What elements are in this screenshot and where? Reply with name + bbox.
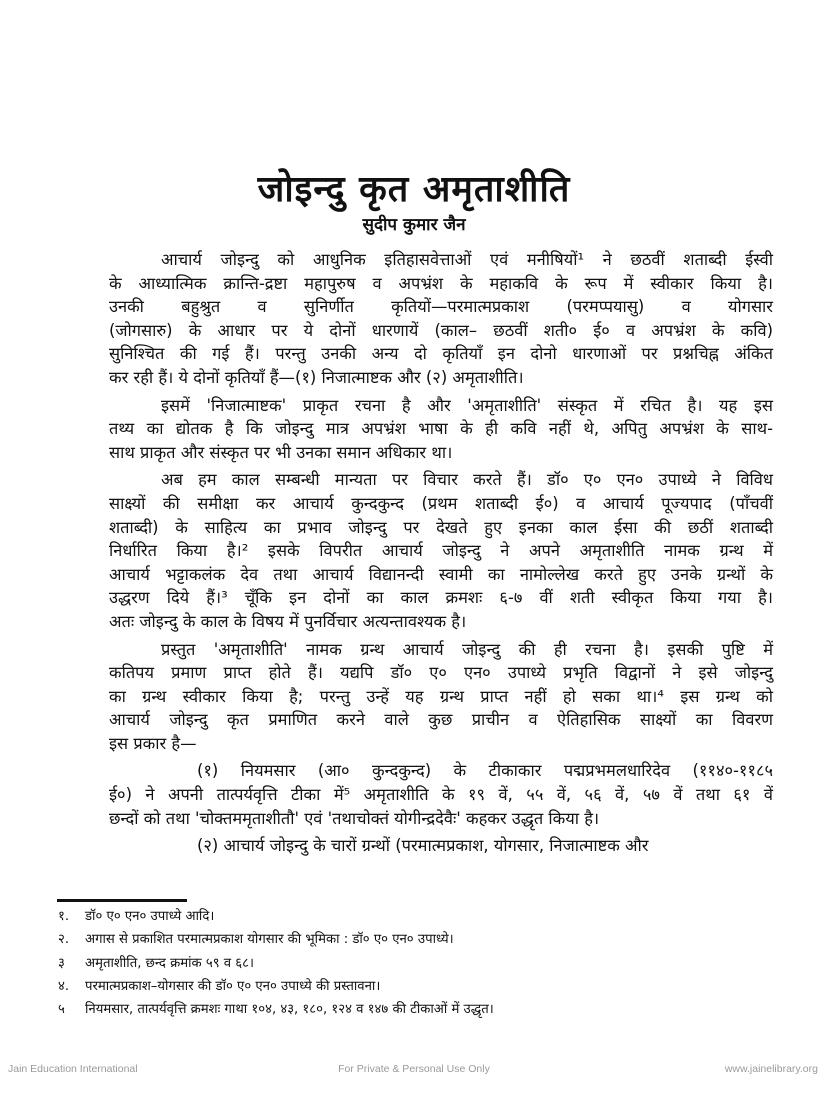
text-line: निर्धारित किया है।² इसके विपरीत आचार्य जोइन्दु ने अपने अमृताशीति नामक ग्रन्थ में — [109, 541, 773, 561]
footnote-text: डॉ० ए० एन० उपाध्ये आदि। — [85, 909, 215, 924]
text-line: ई०) ने अपनी तात्पर्यवृत्ति टीका में⁵ अमृताशीति के १९ वें, ५५ वें, ५६ वें, ५७ वें तथा ६१ वें — [109, 785, 773, 805]
text-line: (२) आचार्य जोइन्दु के चारों ग्रन्थों (परमात्मप्रकाश, योगसार, निजात्माष्टक और — [197, 836, 649, 856]
text-line: (जोगसारु) के आधार पर ये दोनों धारणायें (काल– छठवीं शती० ई० व अपभ्रंश के कवि) — [109, 320, 773, 340]
text-line: उनकी बहुश्रुत व सुनिर्णीत कृतियों—परमात्मप्रकाश (परमप्पयासु) व योगसार — [109, 297, 773, 317]
text-line: साथ प्राकृत और संस्कृत पर भी उनका समान अधिकार था। — [109, 442, 453, 462]
footnote-divider — [57, 899, 187, 902]
text-line: इस प्रकार है— — [109, 733, 197, 753]
evidence-item-1 — [57, 759, 773, 830]
text-line: (१) नियमसार (आ० कुन्दकुन्द) के टीकाकार पद्मप्रभमलधारिदेव (११४०-११८५ — [197, 761, 773, 781]
footer-website-link[interactable]: www.jainelibrary.org — [724, 1063, 818, 1075]
paragraph-1 — [57, 248, 773, 390]
text-line: कर रही हैं। ये दोनों कृतियाँ हैं—(१) निजात्माष्टक और (२) अमृताशीति। — [109, 367, 524, 387]
footnote-2 — [58, 928, 778, 951]
text-line: अब हम काल सम्बन्धी मान्यता पर विचार करते हैं। डॉ० ए० एन० उपाध्ये ने विविध — [161, 470, 773, 490]
paragraph-3 — [57, 468, 773, 633]
footnote-text: अगास से प्रकाशित परमात्मप्रकाश योगसार की भूमिका : डॉ० ए० एन० उपाध्ये। — [85, 932, 454, 948]
article-body — [57, 248, 773, 862]
footnote-4 — [58, 975, 778, 998]
text-line: तथ्य का द्योतक है कि जोइन्दु मात्र अपभ्रंश भाषा के ही कवि नहीं थे, अपितु अपभ्रंश के साथ- — [109, 419, 773, 439]
text-line: आचार्य जोइन्दु कृत प्रमाणित करने वाले कुछ प्राचीन व ऐतिहासिक साक्ष्यों का विवरण — [109, 710, 773, 730]
footnote-number: २. — [58, 932, 70, 948]
text-line: कतिपय प्रमाण प्राप्त होते हैं। यद्यपि डॉ० ए० एन० उपाध्ये प्रभृति विद्वानों ने इसे जोइन्दु — [109, 663, 773, 683]
footnote-text: अमृताशीति, छन्द क्रमांक ५९ व ६८। — [85, 955, 254, 971]
footer-usage-note: For Private & Personal Use Only — [338, 1063, 490, 1075]
footnote-number: ४. — [58, 978, 70, 994]
text-line: इसमें 'निजात्माष्टक' प्राकृत रचना है और 'अमृताशीति' संस्कृत में रचित है। यह इस — [161, 395, 773, 415]
text-line: शताब्दी) के साहित्य का प्रभाव जोइन्दु पर देखते हुए इनका काल ईसा की छठीं शताब्दी — [109, 517, 773, 537]
text-line: प्रस्तुत 'अमृताशीति' नामक ग्रन्थ आचार्य जोइन्दु की ही रचना है। इसकी पुष्टि में — [161, 639, 773, 659]
text-line: का ग्रन्थ स्वीकार किया है; परन्तु उन्हें यह ग्रन्थ प्राप्त नहीं हो सका था।⁴ इस ग्रन्थ को — [109, 686, 773, 706]
footnote-number: ३ — [58, 955, 65, 971]
text-line: अतः जोइन्दु के काल के विषय में पुनर्विचार अत्यन्तावश्यक है। — [109, 611, 467, 631]
footer-publisher: Jain Education International — [8, 1063, 138, 1075]
footnote-text: नियमसार, तात्पर्यवृत्ति क्रमशः गाथा १०४, ४३, १८०, १२४ व १४७ की टीकाओं में उद्धृत। — [85, 1002, 494, 1018]
evidence-item-2 — [57, 834, 773, 858]
article-title: जोइन्दु कृत अमृताशीति — [257, 169, 571, 210]
text-line: छन्दों को तथा 'चोक्तममृताशीतौ' एवं 'तथाचोक्तं योगीन्द्रदेवैः' कहकर उद्धृत किया है। — [109, 808, 600, 828]
text-line: उद्धरण दिये हैं।³ चूँकि इन दोनों का काल क्रमशः ६-७ वीं शती स्वीकृत किया गया है। — [109, 588, 773, 608]
footnote-text: परमात्मप्रकाश–योगसार की डॉ० ए० एन० उपाध्ये की प्रस्तावना। — [85, 978, 381, 994]
paragraph-2 — [57, 394, 773, 465]
footnote-number: १. — [58, 909, 70, 924]
text-line: के आध्यात्मिक क्रान्ति-द्रष्टा महापुरुष व अपभ्रंश के महाकवि के रूप में स्वीकार किया है। — [109, 273, 773, 293]
footnote-5 — [58, 998, 778, 1021]
footnote-1 — [58, 905, 778, 928]
footnote-3 — [58, 952, 778, 975]
article-author: सुदीप कुमार जैन — [362, 215, 466, 235]
text-line: आचार्य जोइन्दु को आधुनिक इतिहासवेत्ताओं एवं मनीषियों¹ ने छठवीं शताब्दी ईस्वी — [161, 250, 773, 269]
footnote-number: ५ — [58, 1002, 65, 1018]
text-line: सुनिश्चित की गई हैं। परन्तु उनकी अन्य दो कृतियाँ इन दोनो धारणाओं पर प्रश्नचिह्न अंकित — [109, 344, 773, 364]
footnotes — [58, 905, 778, 1021]
text-line: आचार्य भट्टाकलंक देव तथा आचार्य विद्यानन्दी स्वामी का नामोल्लेख करते हुए उनके ग्रन्थों के — [109, 564, 773, 584]
page-footer — [0, 1063, 828, 1079]
paragraph-4 — [57, 638, 773, 756]
text-line: साक्ष्यों की समीक्षा कर आचार्य कुन्दकुन्द (प्रथम शताब्दी ई०) व आचार्य पूज्यपाद (पाँचवीं — [109, 493, 773, 513]
